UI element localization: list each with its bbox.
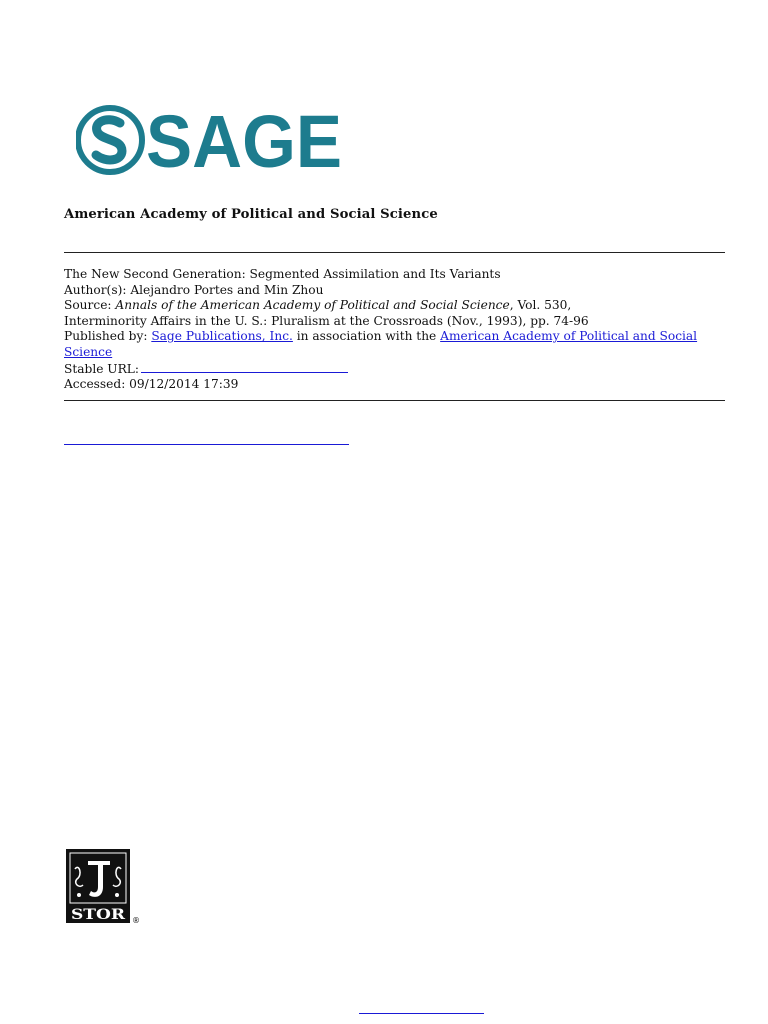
stable-url-line [64,361,714,378]
source-journal: Annals of the American Academy of Political and Social Science [115,298,510,313]
top-divider [64,252,725,253]
jstor-logo [65,849,143,927]
association-text: in association with the [296,329,437,344]
publisher-heading: American Academy of Political and Social Science [64,207,438,222]
sage-wordmark: SAGE [146,103,342,179]
source-issue: Interminority Affairs in the U. S.: Pluralism at the Crossroads (Nov., 1993), pp. 74-96 [64,313,589,328]
published-by-line [64,329,714,360]
jstor-wordmark: STOR [71,907,126,923]
article-metadata [64,267,714,393]
sage-logo [76,103,346,179]
authors-value: Alejandro Portes and Min Zhou [130,282,324,297]
stable-url-label: Stable URL: [64,361,139,376]
registered-mark: ® [132,916,140,925]
bottom-divider [64,400,725,401]
source-details: , Vol. 530, [509,298,572,313]
source-line [64,298,714,314]
sage-s-icon [96,120,122,160]
authors-line [64,283,714,299]
published-by-label: Published by: [64,329,148,344]
accessed-line: Accessed: 09/12/2014 17:39 [64,377,239,392]
publisher-link[interactable]: Sage Publications, Inc. [151,329,293,344]
stable-url-link[interactable] [141,361,348,373]
source-label: Source: [64,298,112,313]
association-link[interactable]: American Academy of Political and Social Science [64,329,698,359]
blank-link[interactable] [64,444,349,445]
authors-label: Author(s): [64,282,127,297]
footer-link[interactable] [359,1013,484,1014]
article-title: The New Second Generation: Segmented Assimilation and Its Variants [64,267,501,281]
